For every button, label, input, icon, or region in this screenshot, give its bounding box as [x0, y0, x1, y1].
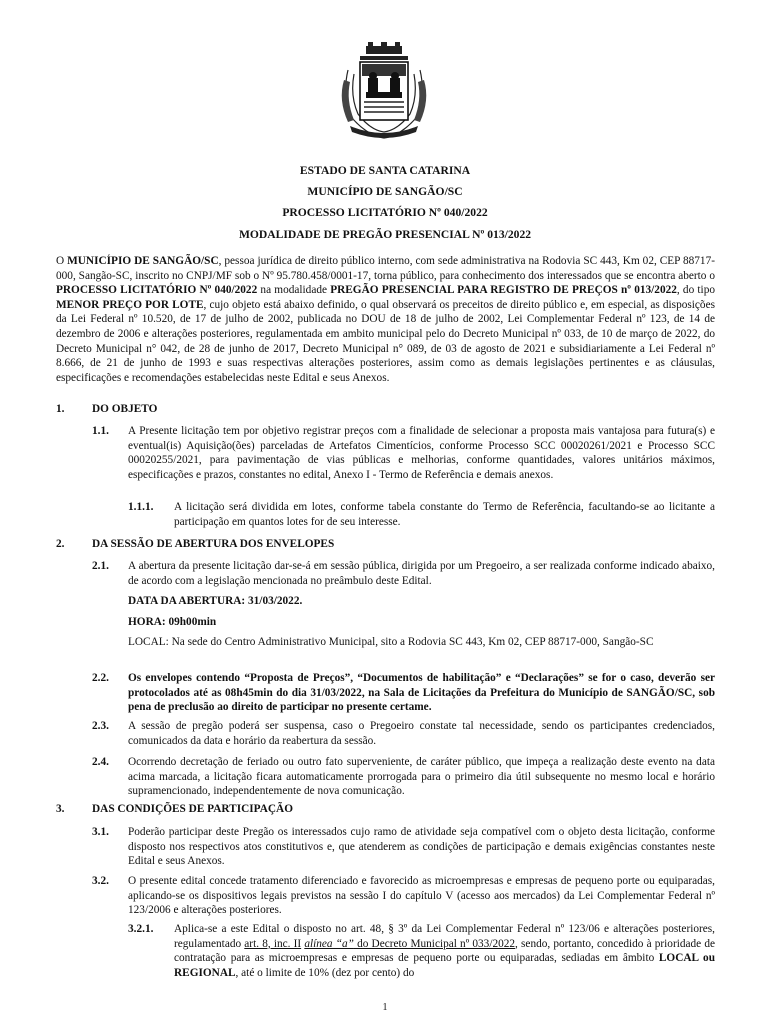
item-3-1-number: 3.1.	[92, 826, 109, 838]
section-3-number: 3.	[56, 803, 65, 815]
item-2-1-text: A abertura da presente licitação dar-se-á em sessão pública, dirigida por um Pregoeiro, a ser realizada conforme indicado abaixo, de acordo com a legislação mencionada no preâmbulo deste Edital.	[128, 560, 715, 587]
item-2-4-number: 2.4.	[92, 756, 109, 768]
section-1-number: 1.	[56, 403, 65, 415]
item-2-3-text: A sessão de pregão poderá ser suspensa, caso o Pregoeiro constate tal necessidade, sendo os participantes credenciados, comunicados da data e horário da reabertura da sessão.	[128, 720, 715, 747]
item-3-2-1-text: Aplica-se a este Edital o disposto no art. 48, § 3º da Lei Complementar Federal nº 123/06 e alterações posteriores, regulamentado art. 8, inc. II alínea “a” do Decreto Municipal nº 033/2022, sendo, portanto, concedido à prioridade de contratação para as microempresas e empresas de pequeno porte ou equiparadas, sediadas em âmbito LOCAL ou REGIONAL, até o limite de 10% (dez por cento) do	[174, 923, 716, 979]
item-3-2-1-number: 3.2.1.	[128, 923, 154, 935]
preamble-paragraph: O MUNICÍPIO DE SANGÃO/SC, pessoa jurídica de direito público interno, com sede administrativa na Rodovia SC 443, Km 02, CEP 88717-000, Sangão-SC, inscrito no CNPJ/MF sob o Nº 95.780.458/0001-17, torna público, para conhecimento dos interessados que se encontra aberto o PROCESSO LICITATÓRIO Nº 040/2022 na modalidade PREGÃO PRESENCIAL PARA REGISTRO DE PREÇOS nº 013/2022, do tipo MENOR PREÇO POR LOTE, cujo objeto está abaixo definido, o qual observará os preceitos de direito público e, em especial, as disposições da Lei Federal nº 10.520, de 17 de julho de 2002, publicada no DOU de 18 de julho de 2002, Lei Complementar Federal nº 123, de 14 de dezembro de 2006 e alterações posteriores, regulamentada em ambito municipal pelo do Decreto Municipal nº 033, de 10 de março de 2022, do Decreto Municipal n° 042, de 28 de junho de 2017, Decreto Municipal n° 089, de 03 de agosto de 2021 e subsidiariamente a Lei Federal nº 8.666, de 21 de junho de 1993 e suas respectivas alterações posteriores, assim como as demais legislações pertinentes e as cláusulas, especificações e recomendações estabelecidas neste Edital e seus Anexos.	[56, 255, 715, 384]
section-2-title: DA SESSÃO DE ABERTURA DOS ENVELOPES	[92, 538, 335, 550]
page-number: 1	[382, 1002, 388, 1013]
opening-date: DATA DA ABERTURA: 31/03/2022.	[128, 595, 303, 607]
item-2-3-number: 2.3.	[92, 720, 109, 732]
item-3-2-number: 3.2.	[92, 875, 109, 887]
item-1-1-1-text: A licitação será dividida em lotes, conforme tabela constante do Termo de Referência, facultando-se ao licitante a participação em quantos lotes for de seu interesse.	[174, 501, 715, 528]
item-1-1-1-number: 1.1.1.	[128, 501, 154, 513]
item-1-1-text: A Presente licitação tem por objetivo registrar preços com a finalidade de selecionar a proposta mais vantajosa para futura(s) e eventual(is) Aquisição(ões) parceladas de Artefatos Cimentícios, conforme Processo SCC 00020261/2021 e Processo SCC 00020255/2021, para pavimentação de vias públicas e melhorias, conforme quantidades, valores unitários máximos, especificações e prazos, constantes no edital, Anexo I - Termo de Referência e demais anexos.	[128, 425, 715, 481]
header-process: PROCESSO LICITATÓRIO Nº 040/2022	[282, 206, 488, 219]
opening-location: LOCAL: Na sede do Centro Administrativo Municipal, sito a Rodovia SC 443, Km 02, CEP 88717-000, Sangão-SC	[128, 636, 654, 648]
section-2-number: 2.	[56, 538, 65, 550]
header-state: ESTADO DE SANTA CATARINA	[299, 164, 471, 177]
section-1-title: DO OBJETO	[92, 403, 158, 415]
header-modality: MODALIDADE DE PREGÃO PRESENCIAL Nº 013/2022	[238, 228, 532, 241]
item-2-1-number: 2.1.	[92, 560, 109, 572]
municipal-coat-of-arms-icon	[338, 40, 430, 140]
item-1-1-number: 1.1.	[92, 425, 109, 437]
item-2-2-text: Os envelopes contendo “Proposta de Preços”, “Documentos de habilitação” e “Declarações” se for o caso, deverão ser protocolados até as 08h45min do dia 31/03/2022, na Sala de Licitações da Prefeitura do Município de SANGÃO/SC, sob pena de preclusão ao direito de participar no presente certame.	[128, 672, 715, 714]
item-3-1-text: Poderão participar deste Pregão os interessados cujo ramo de atividade seja compatível com o objeto desta licitação, conforme disposto nos respectivos atos constitutivos e, que atenderem as condições de participação e demais exigências constantes neste Edital e seus Anexos.	[128, 826, 715, 868]
item-2-2-number: 2.2.	[92, 672, 109, 684]
item-3-2-text: O presente edital concede tratamento diferenciado e favorecido as microempresas e empresas de pequeno porte ou equiparadas, aplicando-se os dispositivos legais previstos na sessão I do capítulo V (acesso aos mercados) da Lei Complementar Federal nº 123/2006 e alterações posteriores.	[128, 875, 715, 917]
section-3-title: DAS CONDIÇÕES DE PARTICIPAÇÃO	[92, 803, 293, 815]
opening-time: HORA: 09h00min	[128, 616, 217, 628]
header-municipality: MUNICÍPIO DE SANGÃO/SC	[307, 185, 463, 198]
item-2-4-text: Ocorrendo decretação de feriado ou outro fato superveniente, de caráter público, que impeça a realização deste evento na data acima marcada, a licitação ficara automaticamente prorrogada para o primeiro dia útil subsequente no mesmo local e horário supramencionado, independentemente de nova comunicação.	[128, 756, 715, 798]
